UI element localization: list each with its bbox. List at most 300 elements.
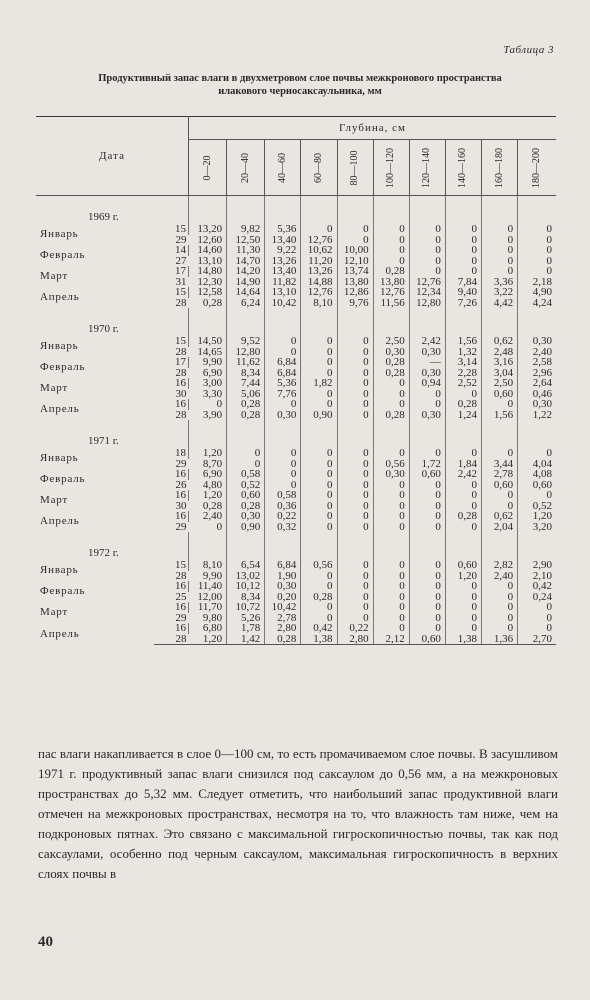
value-cell: 0 — [373, 389, 409, 400]
value-cell: 1,20 — [518, 511, 556, 522]
value-cell: 3,04 — [482, 368, 518, 379]
value-cell: 3,16 — [482, 357, 518, 368]
value-cell: 0 — [301, 571, 337, 582]
value-cell: 0 — [373, 501, 409, 512]
value-cell: 0 — [409, 613, 445, 624]
empty-cell — [265, 196, 301, 225]
value-cell: 2,48 — [482, 347, 518, 358]
value-cell: 0 — [373, 378, 409, 389]
value-cell: 14,80 — [189, 266, 227, 277]
value-cell: 0 — [445, 224, 481, 235]
value-cell: 10,00 — [337, 245, 373, 256]
header-depth-column — [482, 140, 518, 196]
value-cell: 1,20 — [189, 448, 227, 459]
value-cell: 0 — [409, 256, 445, 267]
value-cell: 6,84 — [265, 357, 301, 368]
value-cell: 1,82 — [301, 378, 337, 389]
value-cell: 0 — [337, 459, 373, 470]
empty-cell — [373, 196, 409, 225]
month-label: Апрель — [40, 515, 80, 528]
value-cell: 0 — [189, 399, 227, 410]
header-depth-column — [301, 140, 337, 196]
value-cell: 0,52 — [518, 501, 556, 512]
day-cell: 29 — [175, 520, 187, 533]
value-cell: 0 — [301, 581, 337, 592]
value-cell: 1,22 — [518, 410, 556, 421]
value-cell: 8,34 — [227, 592, 265, 603]
value-cell: 0 — [265, 469, 301, 480]
value-cell: 0 — [337, 469, 373, 480]
value-cell: 0 — [373, 560, 409, 571]
value-cell: 14,64 — [227, 287, 265, 298]
value-cell: 0 — [301, 501, 337, 512]
month-label: Март — [40, 270, 69, 283]
table-row — [36, 245, 556, 256]
value-cell: 10,62 — [301, 245, 337, 256]
value-cell: 0,30 — [409, 368, 445, 379]
value-cell: 3,36 — [482, 277, 518, 288]
value-cell: 0,60 — [482, 480, 518, 491]
value-cell: 0 — [482, 235, 518, 246]
value-cell: 0 — [373, 399, 409, 410]
value-cell: 0 — [445, 592, 481, 603]
value-cell: 0,56 — [301, 560, 337, 571]
empty-cell — [445, 196, 481, 225]
value-cell: 9,76 — [337, 298, 373, 309]
value-cell: 0,32 — [265, 522, 301, 533]
value-cell: 7,84 — [445, 277, 481, 288]
value-cell: 0 — [409, 581, 445, 592]
value-cell: 0 — [301, 357, 337, 368]
value-cell: 0 — [373, 623, 409, 634]
value-cell: 2,80 — [337, 634, 373, 645]
empty-cell — [265, 532, 301, 560]
value-cell: 0 — [409, 266, 445, 277]
empty-cell — [227, 420, 265, 448]
value-cell: 6,90 — [202, 366, 223, 379]
value-cell: 0,28 — [227, 399, 265, 410]
value-cell: 0 — [373, 480, 409, 491]
value-cell: 0 — [409, 480, 445, 491]
value-cell: 0 — [265, 336, 301, 347]
value-cell: 12,50 — [227, 235, 265, 246]
value-cell: 1,20 — [189, 490, 227, 501]
day-cell: 30 — [175, 387, 187, 400]
value-cell: 0 — [373, 448, 409, 459]
value-cell: 0 — [445, 501, 481, 512]
value-cell: 2,40 — [518, 347, 556, 358]
empty-cell — [409, 308, 445, 336]
value-cell: 8,70 — [202, 457, 223, 470]
value-cell: 0 — [216, 520, 223, 533]
value-cell: 8,34 — [227, 368, 265, 379]
value-cell: 0 — [445, 613, 481, 624]
value-cell: 0 — [337, 410, 373, 421]
value-cell: 0,58 — [227, 469, 265, 480]
empty-cell — [227, 532, 265, 560]
value-cell: 0 — [373, 235, 409, 246]
value-cell: 9,90 — [202, 569, 223, 582]
value-cell: 12,10 — [337, 256, 373, 267]
page-number: 40 — [38, 934, 53, 950]
table-row — [36, 266, 556, 277]
day-cell: 16 — [175, 622, 187, 634]
empty-cell — [518, 196, 556, 225]
body-paragraph: пас влаги накапливается в слое 0—100 см, то есть промачиваемом слое почвы. В засушливом 1971 г. продуктивный запас влаги снизился под саксаулом до 0,56 мм, а на межкроновых пространствах до 5,32 мм. Следует отметить, что наибольший запас продуктивной влаги отмечен на межкроновых пространствах, несмотря на то, что влажность там ниже, чем на подкроновых пятнах. Это связано с максимальной гигроскопичностью почвы, так как под саксаулами, особенно под черным саксаулом, максимальная гигроскопичность в верхних слоях почвы в — [38, 746, 558, 881]
value-cell: 9,52 — [227, 336, 265, 347]
value-cell: 14,90 — [227, 277, 265, 288]
value-cell: 12,76 — [301, 235, 337, 246]
value-cell: 2,28 — [445, 368, 481, 379]
table-row — [36, 224, 556, 235]
value-cell: 0 — [409, 399, 445, 410]
value-cell: 0 — [409, 560, 445, 571]
value-cell: 2,96 — [518, 368, 556, 379]
value-cell: 6,90 — [189, 469, 227, 480]
empty-cell — [301, 532, 337, 560]
value-cell: 0 — [301, 490, 337, 501]
header-depth: Глубина, см — [189, 117, 556, 140]
value-cell: 0 — [482, 613, 518, 624]
value-cell: 0,58 — [265, 490, 301, 501]
value-cell: 0,28 — [373, 410, 409, 421]
depth-column-label: 140—160 — [457, 147, 469, 188]
depth-column-label: 120—140 — [421, 147, 433, 188]
value-cell: 3,00 — [189, 378, 227, 389]
value-cell: 0 — [373, 522, 409, 533]
value-cell: 0 — [445, 490, 481, 501]
value-cell: 0 — [337, 522, 373, 533]
value-cell: 0 — [301, 602, 337, 613]
value-cell: 0 — [373, 245, 409, 256]
value-cell: 1,38 — [445, 634, 481, 645]
table-row — [36, 448, 556, 459]
value-cell: 0 — [445, 522, 481, 533]
empty-cell — [445, 532, 481, 560]
year-row — [36, 532, 556, 560]
day-cell: 17 — [175, 356, 187, 368]
value-cell: 1,56 — [482, 410, 518, 421]
empty-cell — [445, 420, 481, 448]
value-cell: 11,62 — [227, 357, 265, 368]
value-cell: 7,76 — [265, 389, 301, 400]
value-cell: 0 — [409, 522, 445, 533]
value-cell: 0 — [301, 469, 337, 480]
value-cell: 3,90 — [202, 408, 223, 421]
month-label: Февраль — [40, 249, 86, 262]
value-cell: 13,26 — [301, 266, 337, 277]
value-cell: 0 — [337, 389, 373, 400]
month-label: Февраль — [40, 585, 86, 598]
header-depth-column — [445, 140, 481, 196]
value-cell: 0 — [409, 224, 445, 235]
value-cell: 0 — [373, 511, 409, 522]
value-cell: 6,54 — [227, 560, 265, 571]
value-cell: 2,90 — [518, 560, 556, 571]
day-cell: 16 — [175, 601, 187, 613]
year-label: 1972 г. — [88, 546, 119, 559]
value-cell: 1,38 — [301, 634, 337, 645]
value-cell: 0,30 — [265, 410, 301, 421]
day-cell: 15 — [175, 335, 187, 347]
value-cell: 0,62 — [482, 511, 518, 522]
value-cell: 0,42 — [518, 581, 556, 592]
value-cell: 0,60 — [409, 634, 445, 645]
value-cell: 4,24 — [518, 298, 556, 309]
value-cell: 0 — [445, 245, 481, 256]
value-cell: 0 — [482, 623, 518, 634]
empty-cell — [265, 308, 301, 336]
value-cell: 0 — [373, 256, 409, 267]
value-cell: 0,30 — [373, 347, 409, 358]
value-cell: 0,22 — [265, 511, 301, 522]
value-cell: 0 — [301, 511, 337, 522]
value-cell: 9,80 — [202, 611, 223, 624]
table-row — [36, 287, 556, 298]
value-cell: 12,34 — [409, 287, 445, 298]
empty-cell — [227, 196, 265, 225]
day-cell: 16 — [175, 398, 187, 410]
value-cell: 0 — [301, 480, 337, 491]
empty-cell — [409, 420, 445, 448]
depth-column-label: 20—40 — [239, 152, 251, 183]
value-cell: 0 — [265, 448, 301, 459]
day-cell: 16 — [175, 510, 187, 522]
value-cell: 0,60 — [227, 490, 265, 501]
value-cell: 13,40 — [265, 235, 301, 246]
empty-cell — [518, 308, 556, 336]
value-cell: 1,42 — [227, 634, 265, 645]
value-cell: 13,40 — [265, 266, 301, 277]
month-label: Апрель — [40, 291, 80, 304]
value-cell: 14,65 — [197, 345, 223, 358]
day-cell: 15 — [175, 286, 187, 298]
day-cell: 16 — [175, 377, 187, 389]
table-row — [36, 399, 556, 410]
value-cell: 12,76 — [301, 287, 337, 298]
value-cell: 0 — [445, 581, 481, 592]
value-cell: 0,28 — [373, 266, 409, 277]
table-row — [36, 469, 556, 480]
value-cell: 0 — [518, 623, 556, 634]
value-cell: 13,10 — [197, 254, 223, 267]
value-cell: 0,60 — [445, 560, 481, 571]
empty-cell — [373, 532, 409, 560]
value-cell: 4,42 — [482, 298, 518, 309]
value-cell: 0 — [373, 581, 409, 592]
value-cell: 0,28 — [445, 511, 481, 522]
value-cell: 0 — [337, 336, 373, 347]
month-label: Апрель — [40, 403, 80, 416]
value-cell: 12,76 — [373, 287, 409, 298]
value-cell: 10,12 — [227, 581, 265, 592]
value-cell: 0,28 — [445, 399, 481, 410]
value-cell: 10,42 — [265, 602, 301, 613]
empty-cell — [337, 308, 373, 336]
value-cell: 0 — [337, 501, 373, 512]
value-cell: 0 — [337, 560, 373, 571]
month-label: Январь — [40, 564, 79, 577]
value-cell: 1,20 — [445, 571, 481, 582]
caption-line-1: Продуктивный запас влаги в двухметровом слое почвы межкронового пространства — [98, 73, 502, 84]
header-depth-column — [227, 140, 265, 196]
value-cell: 0 — [445, 266, 481, 277]
header-depth-column — [265, 140, 301, 196]
value-cell: 3,44 — [482, 459, 518, 470]
value-cell: 0 — [409, 501, 445, 512]
value-cell: 13,02 — [227, 571, 265, 582]
value-cell: 14,88 — [301, 277, 337, 288]
value-cell: 0 — [518, 245, 556, 256]
value-cell: 2,82 — [482, 560, 518, 571]
value-cell: 0 — [518, 224, 556, 235]
value-cell: 0,62 — [482, 336, 518, 347]
empty-cell — [227, 308, 265, 336]
value-cell: 12,00 — [197, 590, 223, 603]
value-cell: 7,26 — [445, 298, 481, 309]
value-cell: 0,30 — [518, 399, 556, 410]
header-depth-column — [373, 140, 409, 196]
value-cell: 12,86 — [337, 287, 373, 298]
value-cell: 0,60 — [409, 469, 445, 480]
value-cell: 2,64 — [518, 378, 556, 389]
value-cell: 0 — [301, 613, 337, 624]
value-cell: 0 — [445, 480, 481, 491]
value-cell: 0 — [227, 448, 265, 459]
value-cell: 2,70 — [518, 634, 556, 645]
month-label: Март — [40, 382, 69, 395]
value-cell: 0 — [518, 256, 556, 267]
value-cell: 0 — [482, 581, 518, 592]
value-cell: 0 — [409, 602, 445, 613]
day-cell: 16 — [175, 468, 187, 480]
value-cell: 0 — [301, 336, 337, 347]
value-cell: 5,06 — [227, 389, 265, 400]
value-cell: 0 — [482, 245, 518, 256]
empty-cell — [409, 532, 445, 560]
value-cell: 10,72 — [227, 602, 265, 613]
value-cell: 0 — [518, 235, 556, 246]
value-cell: 0,56 — [373, 459, 409, 470]
day-cell: 18 — [175, 447, 187, 459]
value-cell: 1,72 — [409, 459, 445, 470]
month-label: Март — [40, 606, 69, 619]
value-cell: 0,42 — [301, 623, 337, 634]
value-cell: 0 — [373, 602, 409, 613]
value-cell: 0 — [518, 490, 556, 501]
value-cell: 13,20 — [189, 224, 227, 235]
value-cell: 2,50 — [373, 336, 409, 347]
value-cell: 2,40 — [189, 511, 227, 522]
year-row — [36, 420, 556, 448]
value-cell: 6,24 — [227, 298, 265, 309]
empty-cell — [265, 420, 301, 448]
value-cell: 2,58 — [518, 357, 556, 368]
value-cell: 1,20 — [189, 634, 227, 645]
value-cell: 0 — [301, 389, 337, 400]
value-cell: 4,08 — [518, 469, 556, 480]
depth-column-label: 40—60 — [276, 152, 288, 183]
value-cell: 12,80 — [409, 298, 445, 309]
table-caption — [30, 72, 570, 98]
value-cell: 0 — [337, 347, 373, 358]
day-cell: 26 — [175, 478, 187, 491]
day-cell: 30 — [175, 499, 187, 512]
empty-cell — [482, 420, 518, 448]
day-cell: 14 — [175, 244, 187, 256]
day-cell: 28 — [154, 634, 188, 645]
value-cell: 0 — [409, 511, 445, 522]
value-cell: 1,32 — [445, 347, 481, 358]
value-cell: 13,74 — [337, 266, 373, 277]
day-cell: 27 — [175, 254, 187, 267]
value-cell: 0 — [301, 448, 337, 459]
value-cell: 5,26 — [227, 613, 265, 624]
table-number-label: Таблица 3 — [503, 44, 554, 56]
value-cell: 0 — [409, 245, 445, 256]
value-cell: 0 — [482, 490, 518, 501]
table-row — [36, 560, 556, 571]
value-cell: 5,36 — [265, 224, 301, 235]
value-cell: 0 — [445, 235, 481, 246]
value-cell: 0,30 — [227, 511, 265, 522]
value-cell: 2,40 — [482, 571, 518, 582]
value-cell: 0,28 — [373, 368, 409, 379]
value-cell: 11,56 — [373, 298, 409, 309]
value-cell: 0,94 — [409, 378, 445, 389]
value-cell: 0 — [409, 571, 445, 582]
value-cell: 0,24 — [518, 592, 556, 603]
month-label: Январь — [40, 340, 79, 353]
value-cell: 3,14 — [445, 357, 481, 368]
value-cell: 11,40 — [189, 581, 227, 592]
value-cell: 3,20 — [518, 522, 556, 533]
value-cell: 0,30 — [409, 410, 445, 421]
value-cell: 12,30 — [197, 275, 223, 288]
value-cell: 0,36 — [265, 501, 301, 512]
value-cell: 2,52 — [445, 378, 481, 389]
header-depth-column — [518, 140, 556, 196]
table-row — [36, 511, 556, 522]
value-cell: 0 — [518, 613, 556, 624]
empty-cell — [189, 308, 227, 336]
value-cell: 0,46 — [518, 389, 556, 400]
value-cell: 4,90 — [518, 287, 556, 298]
value-cell: 0 — [265, 347, 301, 358]
day-cell: 16 — [175, 489, 187, 501]
value-cell: 0 — [301, 224, 337, 235]
header-depth-column — [409, 140, 445, 196]
value-cell: 2,42 — [445, 469, 481, 480]
value-cell: 0,22 — [337, 623, 373, 634]
value-cell: 0 — [337, 480, 373, 491]
empty-cell — [189, 420, 227, 448]
empty-cell — [518, 532, 556, 560]
value-cell: 0 — [482, 592, 518, 603]
value-cell: 1,78 — [227, 623, 265, 634]
empty-cell — [482, 308, 518, 336]
day-cell: 29 — [175, 611, 187, 624]
value-cell: 0 — [518, 602, 556, 613]
day-cell: 15 — [175, 223, 187, 235]
year-row — [36, 196, 556, 225]
value-cell: 0 — [337, 490, 373, 501]
value-cell: 0 — [409, 623, 445, 634]
empty-cell — [445, 308, 481, 336]
empty-cell — [301, 308, 337, 336]
month-label: Февраль — [40, 361, 86, 374]
value-cell: 0,28 — [301, 592, 337, 603]
